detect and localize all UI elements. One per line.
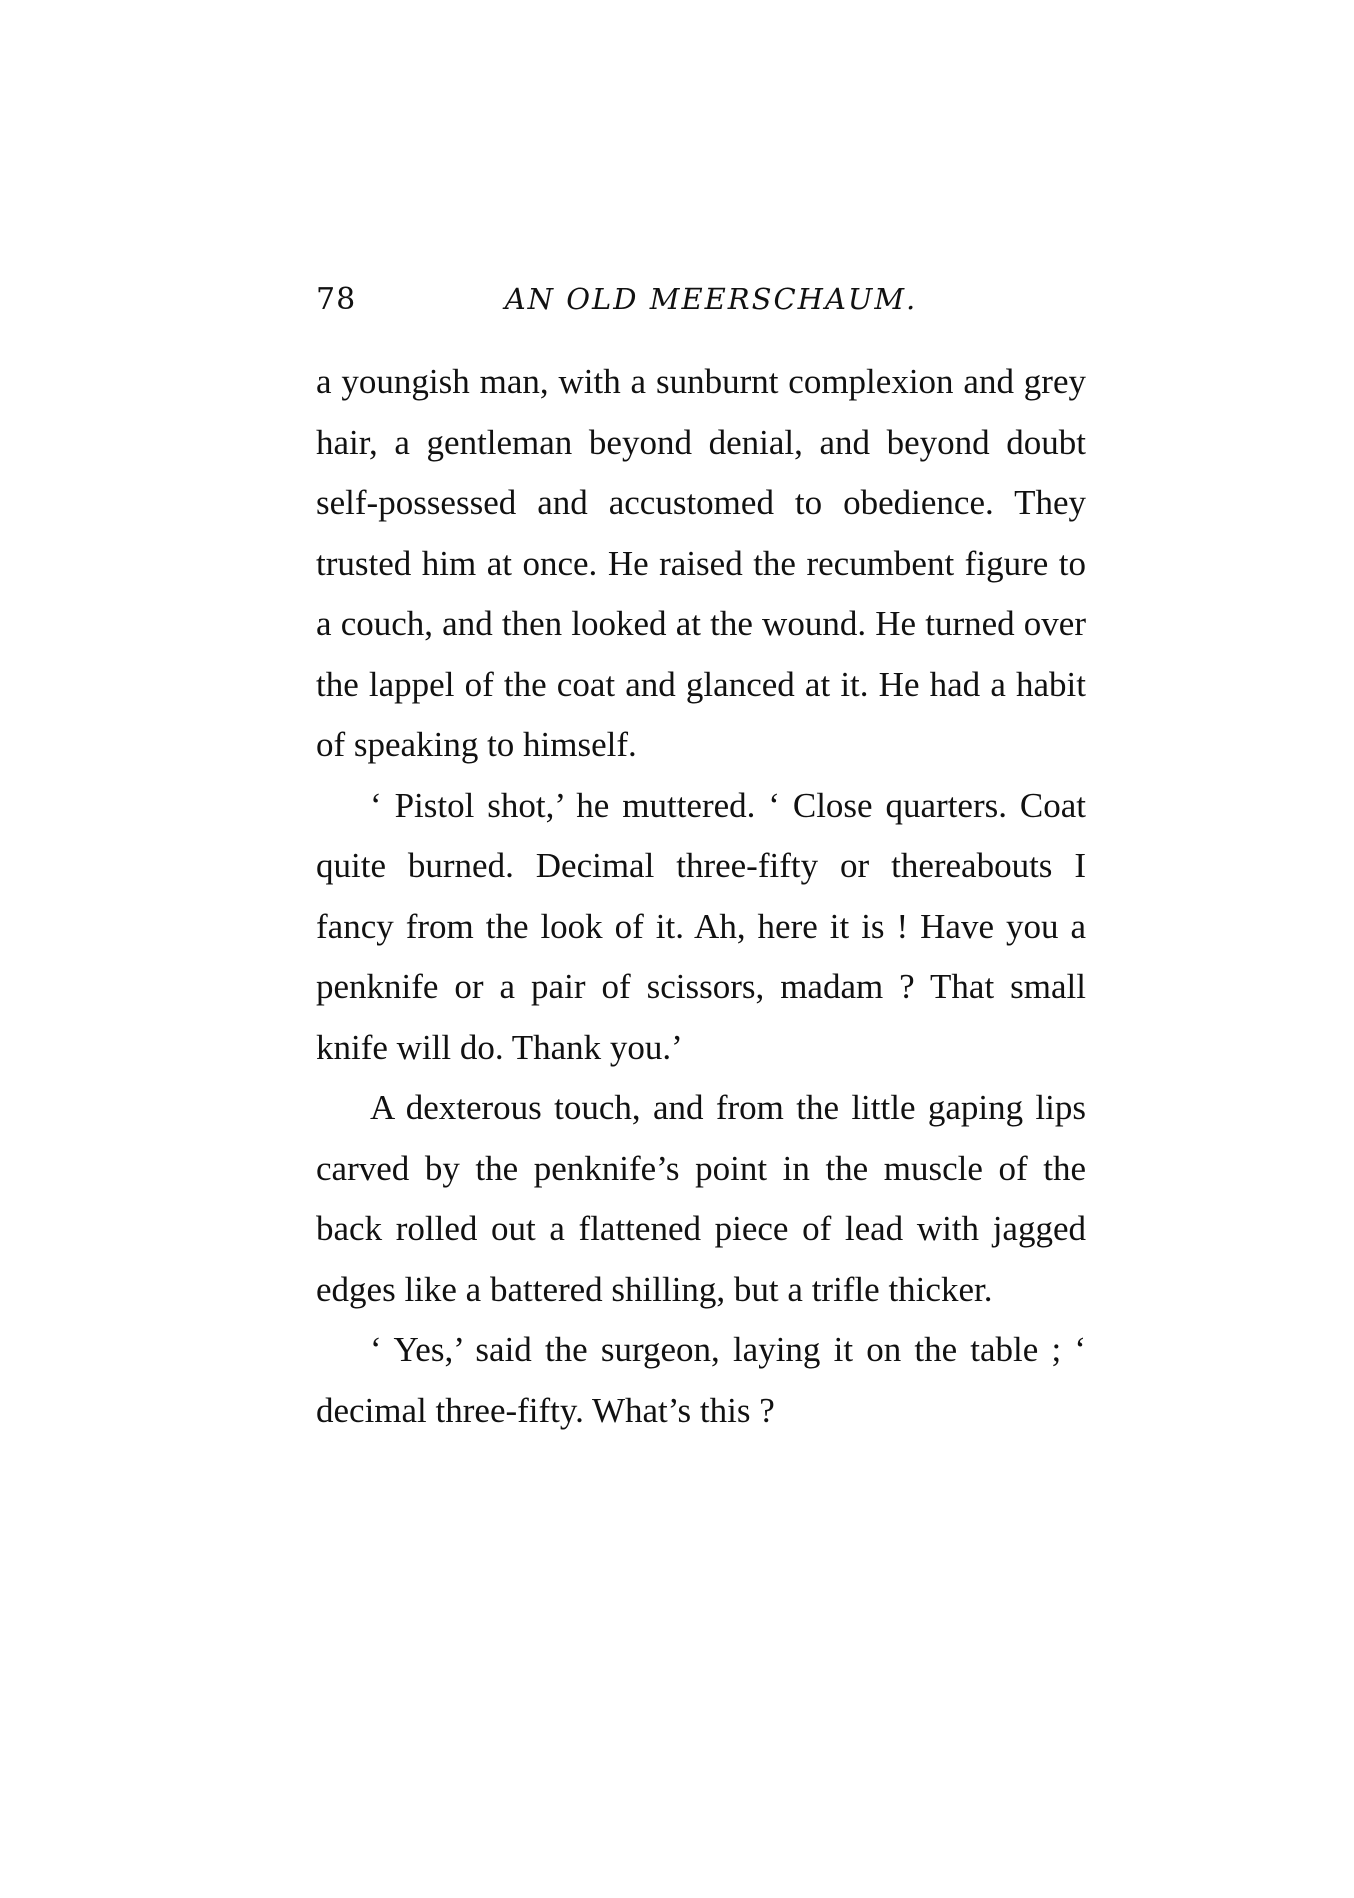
- body-text: [316, 352, 1086, 1441]
- paragraph-3: A dexterous touch, and from the little gaping lips carved by the penknife’s point in the muscle of the back rolled out a flattened piece of lead with jagged edges like a battered shilling, but a trifle thicker.: [316, 1088, 1086, 1309]
- page-number: 78: [316, 282, 357, 317]
- paragraph-2: ‘ Pistol shot,’ he muttered. ‘ Close quarters. Coat quite burned. Decimal three-fifty or thereabouts I fancy from the look of it. Ah, here it is ! Have you a penknife or a pair of scissors, madam ? That small knife will do. Thank you.’: [316, 785, 1086, 1067]
- running-title: AN OLD MEERSCHAUM.: [504, 282, 918, 316]
- page-header: [316, 282, 1086, 332]
- paragraph-1: a youngish man, with a sunburnt complexion and grey hair, a gentleman beyond denial, and beyond doubt self-possessed and accustomed to obedience. They trusted him at once. He raised the recumbent figure to a couch, and then looked at the wound. He turned over the lappel of the coat and glanced at it. He had a habit of speaking to himself.: [316, 362, 1086, 764]
- paragraph-4: ‘ Yes,’ said the surgeon, laying it on the table ; ‘ decimal three-fifty. What’s this ?: [316, 1330, 1086, 1430]
